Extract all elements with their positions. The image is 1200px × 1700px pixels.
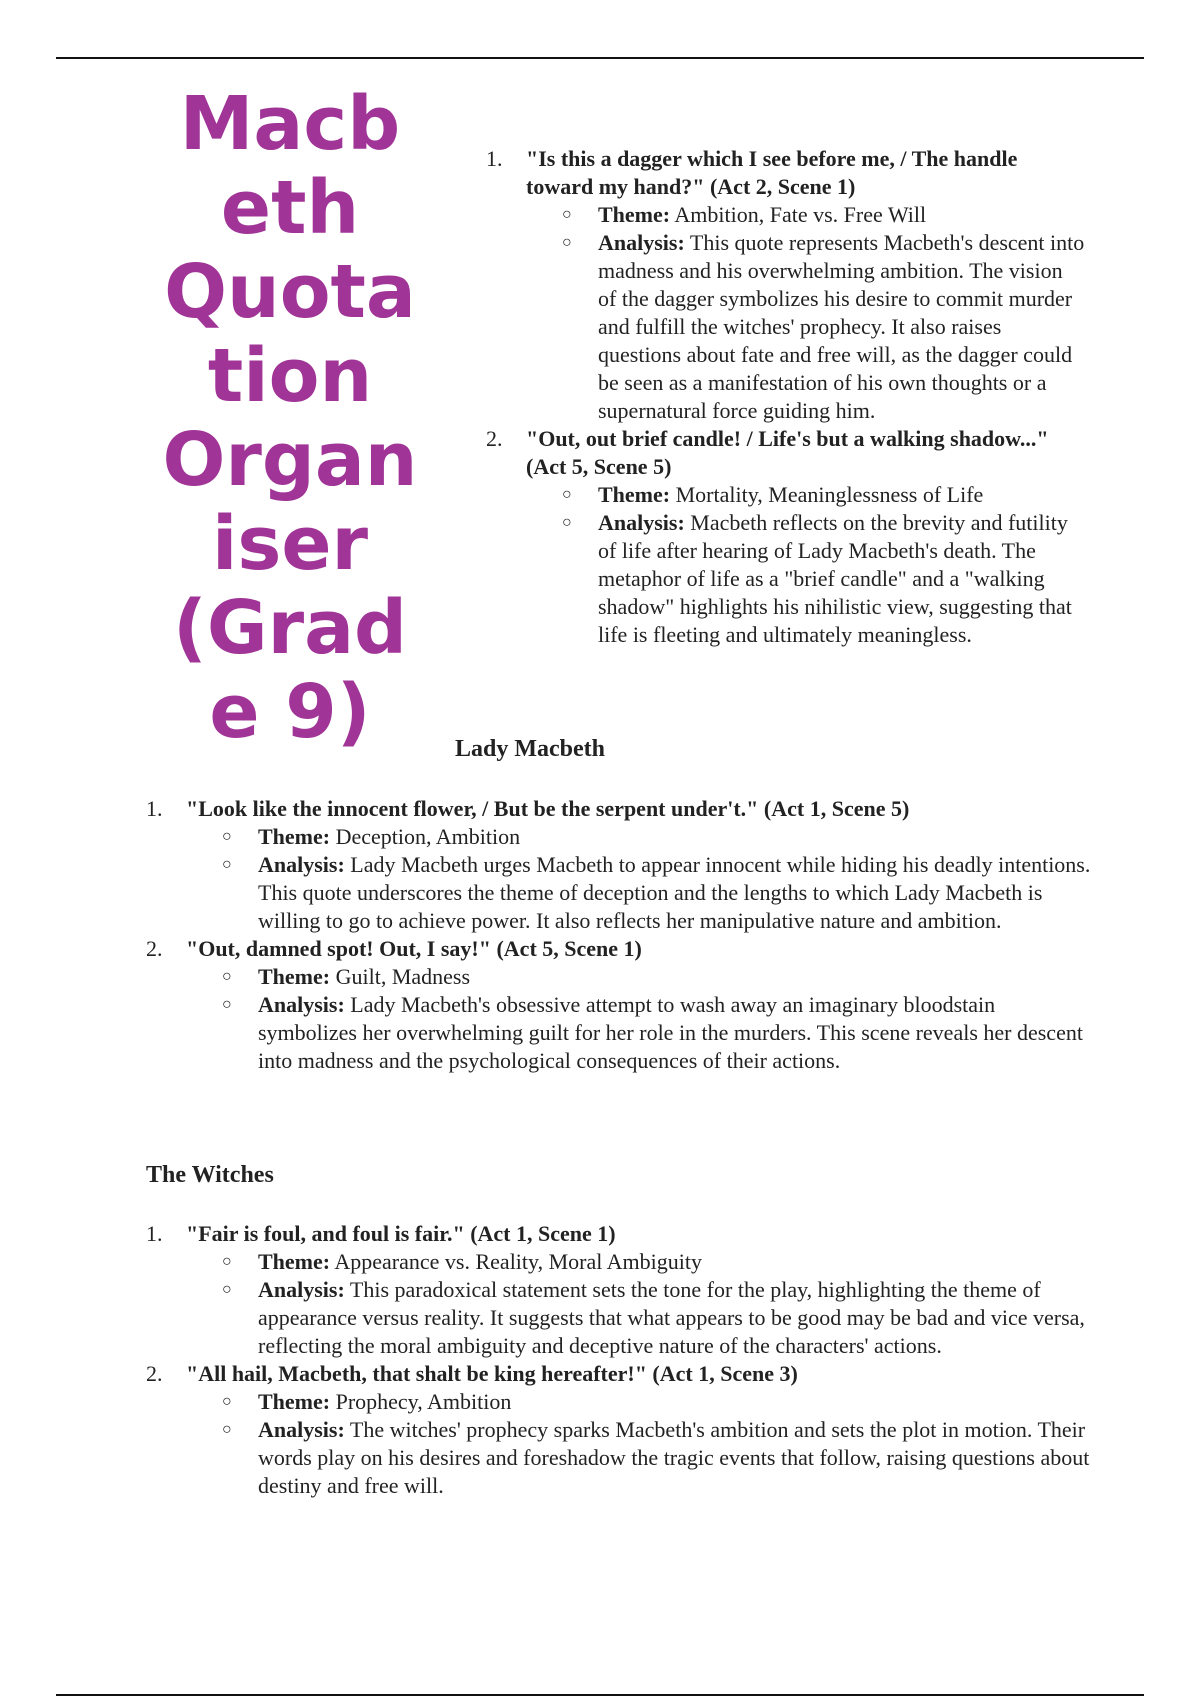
theme-label: Theme: [258,1389,331,1414]
quote-item [486,425,1086,649]
analysis-text: Macbeth reflects on the brevity and futility of life after hearing of Lady Macbeth's death. The metaphor of life as a "brief candle" and a "walking shadow" highlights his nihilistic view, suggesting that life is fleeting and ultimately meaningless. [598,510,1072,647]
quote-text: "Out, damned spot! Out, I say!" (Act 5, Scene 1) [186,936,642,961]
lady-macbeth-quote-list [146,795,1096,1075]
circle-bullet-icon: ○ [222,1393,232,1410]
analysis-entry [186,1276,1096,1360]
quote-text: "All hail, Macbeth, that shalt be king hereafter!" (Act 1, Scene 3) [186,1361,798,1386]
quote-text: "Out, out brief candle! / Life's but a walking shadow..." (Act 5, Scene 5) [526,426,1049,479]
circle-bullet-icon: ○ [222,996,232,1013]
theme-label: Theme: [258,1249,331,1274]
page-title [150,82,430,754]
lady-macbeth-heading: Lady Macbeth [455,736,605,762]
analysis-text: This quote represents Macbeth's descent into madness and his overwhelming ambition. The vision of the dagger symbolizes his desire to commit murder and fulfill the witches' prophecy. It also raises questions about fate and free will, as the dagger could be seen as a manifestation of his own thoughts or a supernatural force guiding him. [598,230,1085,423]
analysis-entry [186,1416,1096,1500]
circle-bullet-icon: ○ [562,234,572,251]
theme-entry [186,963,1096,991]
theme-text: Deception, Ambition [335,824,521,849]
analysis-label: Analysis: [598,230,685,255]
theme-text: Prophecy, Ambition [335,1389,512,1414]
lady-macbeth-section [146,795,1096,1075]
quote-details [186,1388,1096,1500]
quote-details [186,1248,1096,1360]
theme-text: Guilt, Madness [335,964,471,989]
analysis-label: Analysis: [258,992,345,1017]
title-line: (Grad [173,585,407,671]
theme-entry [186,823,1096,851]
circle-bullet-icon: ○ [562,206,572,223]
analysis-label: Analysis: [258,852,345,877]
theme-entry [186,1248,1096,1276]
quote-number: 1. [486,146,503,171]
quote-number: 2. [146,936,163,961]
quote-details [186,963,1096,1075]
quote-item [146,935,1096,1075]
quote-item [146,795,1096,935]
circle-bullet-icon: ○ [222,1421,232,1438]
circle-bullet-icon: ○ [222,1281,232,1298]
quote-text: "Is this a dagger which I see before me, / The handle toward my hand?" (Act 2, Scene 1) [526,146,1018,199]
theme-text: Ambition, Fate vs. Free Will [674,202,927,227]
macbeth-quote-list [486,145,1086,649]
title-line: tion [207,333,373,419]
quote-item [486,145,1086,425]
quote-details [186,823,1096,935]
circle-bullet-icon: ○ [222,856,232,873]
circle-bullet-icon: ○ [222,968,232,985]
theme-text: Appearance vs. Reality, Moral Ambiguity [334,1249,702,1274]
top-rule [56,57,1144,59]
theme-text: Mortality, Meaninglessness of Life [675,482,984,507]
theme-label: Theme: [258,824,331,849]
title-line: iser [211,501,369,587]
analysis-entry [526,509,1086,649]
analysis-text: Lady Macbeth's obsessive attempt to wash away an imaginary bloodstain symbolizes her overwhelming guilt for her role in the murders. This scene reveals her descent into madness and the psychological consequences of their actions. [258,992,1083,1073]
quote-number: 2. [486,426,503,451]
analysis-label: Analysis: [598,510,685,535]
witches-section [146,1220,1096,1500]
theme-label: Theme: [598,202,671,227]
quote-details [526,481,1086,649]
quote-item [146,1220,1096,1360]
analysis-text: This paradoxical statement sets the tone for the play, highlighting the theme of appearance versus reality. It suggests that what appears to be good may be bad and vice versa, reflecting the moral ambiguity and deceptive nature of the characters' actions. [258,1277,1085,1358]
theme-label: Theme: [258,964,331,989]
analysis-entry [186,851,1096,935]
quote-text: "Fair is foul, and foul is fair." (Act 1, Scene 1) [186,1221,616,1246]
circle-bullet-icon: ○ [562,486,572,503]
analysis-text: Lady Macbeth urges Macbeth to appear innocent while hiding his deadly intentions. This quote underscores the theme of deception and the lengths to which Lady Macbeth is willing to go to achieve power. It also reflects her manipulative nature and ambition. [258,852,1091,933]
theme-entry [526,481,1086,509]
analysis-text: The witches' prophecy sparks Macbeth's ambition and sets the plot in motion. Their words play on his desires and foreshadow the tragic events that follow, raising questions about destiny and free will. [258,1417,1090,1498]
quote-details [526,201,1086,425]
analysis-entry [526,229,1086,425]
circle-bullet-icon: ○ [222,828,232,845]
theme-entry [186,1388,1096,1416]
quote-number: 2. [146,1361,163,1386]
title-line: e 9) [209,669,371,755]
title-line: Quota [164,249,416,335]
witches-heading: The Witches [146,1162,274,1188]
circle-bullet-icon: ○ [562,514,572,531]
analysis-entry [186,991,1096,1075]
quote-item [146,1360,1096,1500]
quote-text: "Look like the innocent flower, / But be the serpent under't." (Act 1, Scene 5) [186,796,910,821]
quote-number: 1. [146,796,163,821]
title-line: Organ [162,417,418,503]
circle-bullet-icon: ○ [222,1253,232,1270]
quote-number: 1. [146,1221,163,1246]
analysis-label: Analysis: [258,1417,345,1442]
macbeth-quotes-section [486,145,1086,649]
bottom-rule [56,1694,1144,1696]
witches-quote-list [146,1220,1096,1500]
title-line: eth [220,165,360,251]
analysis-label: Analysis: [258,1277,345,1302]
theme-entry [526,201,1086,229]
title-line: Macb [179,81,401,167]
theme-label: Theme: [598,482,671,507]
